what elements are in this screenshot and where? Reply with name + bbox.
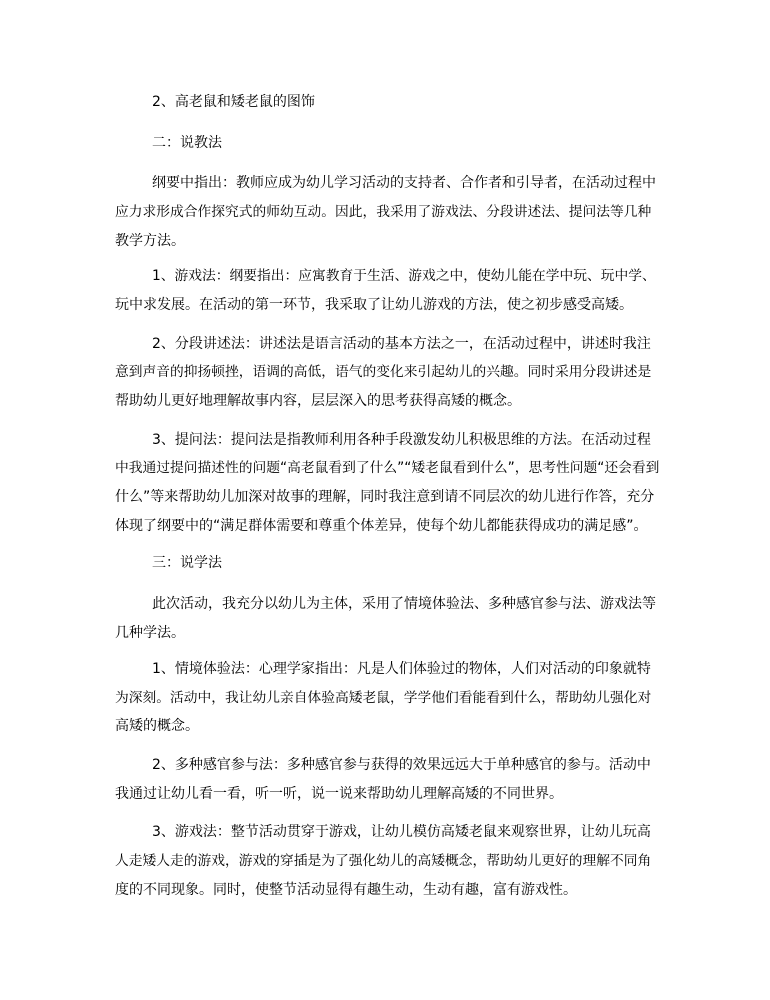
paragraph-line: 我通过让幼儿看一看，听一听，说一说来帮助幼儿理解高矮的不同世界。 [115, 786, 563, 802]
paragraph-line: 为深刻。活动中，我让幼儿亲自体验高矮老鼠，学学他们看能看到什么，帮助幼儿强化对 [115, 690, 652, 706]
section-heading-learning-methods: 三：说学法 [152, 555, 222, 571]
paragraph-line: 教学方法。 [115, 233, 185, 249]
paragraph-line: 3、游戏法：整节活动贯穿于游戏，让幼儿模仿高矮老鼠来观察世界，让幼儿玩高 [152, 824, 651, 840]
paragraph-line: 2、分段讲述法：讲述法是语言活动的基本方法之一，在活动过程中，讲述时我注 [152, 336, 651, 352]
paragraph-line: 2、多种感官参与法：多种感官参与获得的效果远远大于单种感官的参与。活动中 [152, 757, 651, 773]
paragraph-line: 意到声音的抑扬顿挫，语调的高低，语气的变化来引起幼儿的兴趣。同时采用分段讲述是 [115, 364, 652, 380]
paragraph-line: 应力求形成合作探究式的师幼互动。因此，我采用了游戏法、分段讲述法、提问法等几种 [115, 204, 652, 220]
paragraph-line: 体现了纲要中的“满足群体需要和尊重个体差异，使每个幼儿都能获得成功的满足感”。 [115, 518, 648, 534]
paragraph-line: 度的不同现象。同时，使整节活动显得有趣生动，生动有趣，富有游戏性。 [115, 882, 577, 898]
paragraph-line: 几种学法。 [115, 625, 185, 641]
paragraph-line: 玩中求发展。在活动的第一环节，我采取了让幼儿游戏的方法，使之初步感受高矮。 [115, 297, 633, 313]
paragraph-line: 中我通过提问描述性的问题“高老鼠看到了什么”“矮老鼠看到什么”，思考性问题“还会看到 [115, 460, 660, 476]
list-item-image-aid: 2、高老鼠和矮老鼠的图饰 [152, 94, 315, 110]
paragraph-line: 纲要中指出：教师应成为幼儿学习活动的支持者、合作者和引导者，在活动过程中 [152, 175, 656, 191]
paragraph-line: 1、情境体验法：心理学家指出：凡是人们体验过的物体，人们对活动的印象就特 [152, 661, 651, 677]
paragraph-line: 人走矮人走的游戏，游戏的穿插是为了强化幼儿的高矮概念，帮助幼儿更好的理解不同角 [115, 853, 652, 869]
paragraph-line: 高矮的概念。 [115, 718, 199, 734]
paragraph-line: 此次活动，我充分以幼儿为主体，采用了情境体验法、多种感官参与法、游戏法等 [152, 596, 656, 612]
paragraph-line: 帮助幼儿更好地理解故事内容，层层深入的思考获得高矮的概念。 [115, 393, 521, 409]
section-heading-teaching-methods: 二：说教法 [152, 135, 222, 151]
paragraph-line: 3、提问法：提问法是指教师利用各种手段激发幼儿积极思维的方法。在活动过程 [152, 432, 651, 448]
paragraph-line: 什么”等来帮助幼儿加深对故事的理解，同时我注意到请不同层次的幼儿进行作答，充分 [115, 489, 655, 505]
paragraph-line: 1、游戏法：纲要指出：应寓教育于生活、游戏之中，使幼儿能在学中玩、玩中学、 [152, 268, 656, 284]
